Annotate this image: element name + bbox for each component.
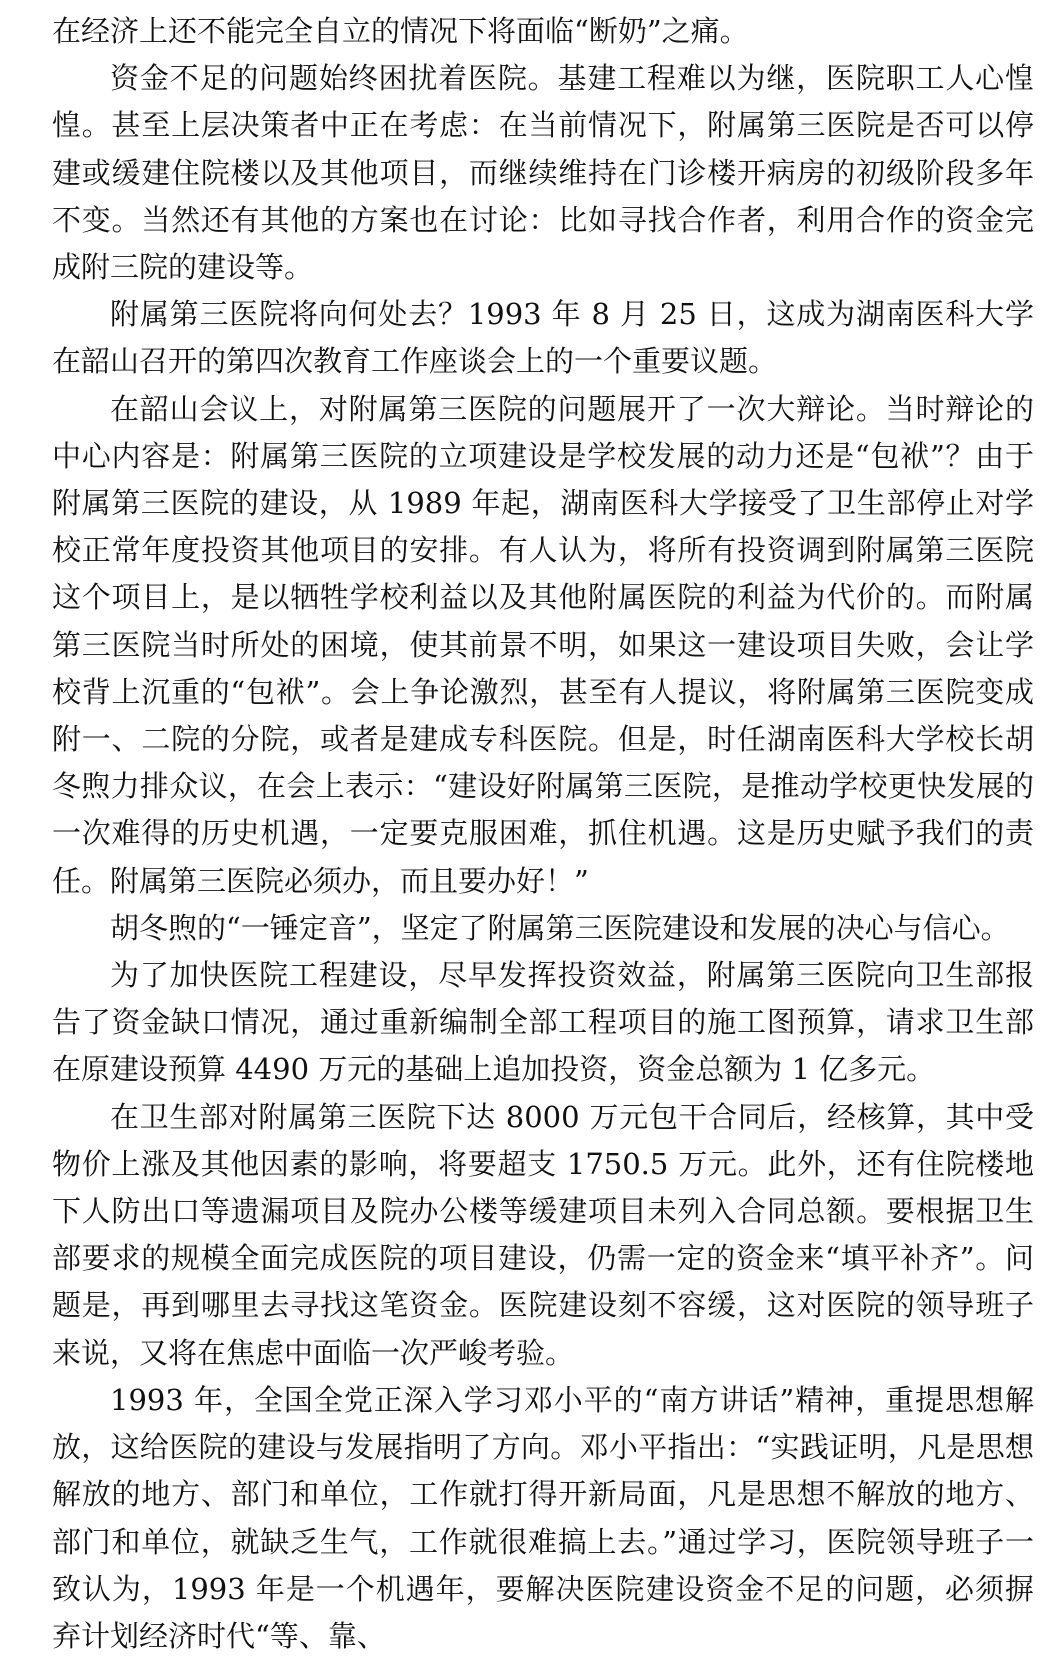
paragraph-5: 胡冬煦的“一锤定音”，坚定了附属第三医院建设和发展的决心与信心。	[110, 910, 1010, 945]
paragraph-4: 在韶山会议上，对附属第三医院的问题展开了一次大辩论。当时辩论的中心内容是：附属第三医院的立项建设是学校发展的动力还是“包袱”？由于附属第三医院的建设，从 1989 年起，湖南医科大学接受了卫生部停止对学校正常年度投资其他项目的安排。有人认为，将所有投资调到附属第三医院这个项目上，是以牺牲学校利益以及其他附属医院的利益为代价的。而附属第三医院当时所处的困境，使其前景不明，如果这一建设项目失败，会让学校背上沉重的“包袱”。会上争论激烈，甚至有人提议，将附属第三医院变成附一、二院的分院，或者是建成专科医院。但是，时任湖南医科大学校长胡冬煦力排众议，在会上表示：“建设好附属第三医院，是推动学校更快发展的一次难得的历史机遇，一定要克服困难，抓住机遇。这是历史赋予我们的责任。附属第三医院必须办，而且要办好！”	[52, 391, 1034, 898]
paragraph-8: 1993 年，全国全党正深入学习邓小平的“南方讲话”精神，重提思想解放，这给医院的建设与发展指明了方向。邓小平指出：“实践证明，凡是思想解放的地方、部门和单位，工作就打得开新局面，凡是思想不解放的地方、部门和单位，就缺乏生气，工作就很难搞上去。”通过学习，医院领导班子一致认为，1993 年是一个机遇年，要解决医院建设资金不足的问题，必须摒弃计划经济时代“等、靠、	[52, 1382, 1034, 1653]
paragraph-6: 为了加快医院工程建设，尽早发挥投资效益，附属第三医院向卫生部报告了资金缺口情况，通过重新编制全部工程项目的施工图预算，请求卫生部在原建设预算 4490 万元的基础上追加投资，资金总额为 1 亿多元。	[52, 958, 1034, 1087]
paragraph-7: 在卫生部对附属第三医院下达 8000 万元包干合同后，经核算，其中受物价上涨及其他因素的影响，将要超支 1750.5 万元。此外，还有住院楼地下人防出口等遗漏项目及院办公楼等缓建项目未列入合同总额。要根据卫生部要求的规模全面完成医院的项目建设，仍需一定的资金来“填平补齐”。问题是，再到哪里去寻找这笔资金。医院建设刻不容缓，这对医院的领导班子来说，又将在焦虑中面临一次严峻考验。	[52, 1099, 1034, 1370]
paragraph-3: 附属第三医院将向何处去？1993 年 8 月 25 日，这成为湖南医科大学在韶山召开的第四次教育工作座谈会上的一个重要议题。	[52, 297, 1034, 379]
paragraph-1: 在经济上还不能完全自立的情况下将面临“断奶”之痛。	[52, 14, 749, 48]
paragraph-2: 资金不足的问题始终困扰着医院。基建工程难以为继，医院职工人心惶惶。甚至上层决策者中正在考虑：在当前情况下，附属第三医院是否可以停建或缓建住院楼以及其他项目，而继续维持在门诊楼开病房的初级阶段多年不变。当然还有其他的方案也在讨论：比如寻找合作者，利用合作的资金完成附三院的建设等。	[52, 61, 1034, 285]
document-page	[52, 8, 1034, 1660]
